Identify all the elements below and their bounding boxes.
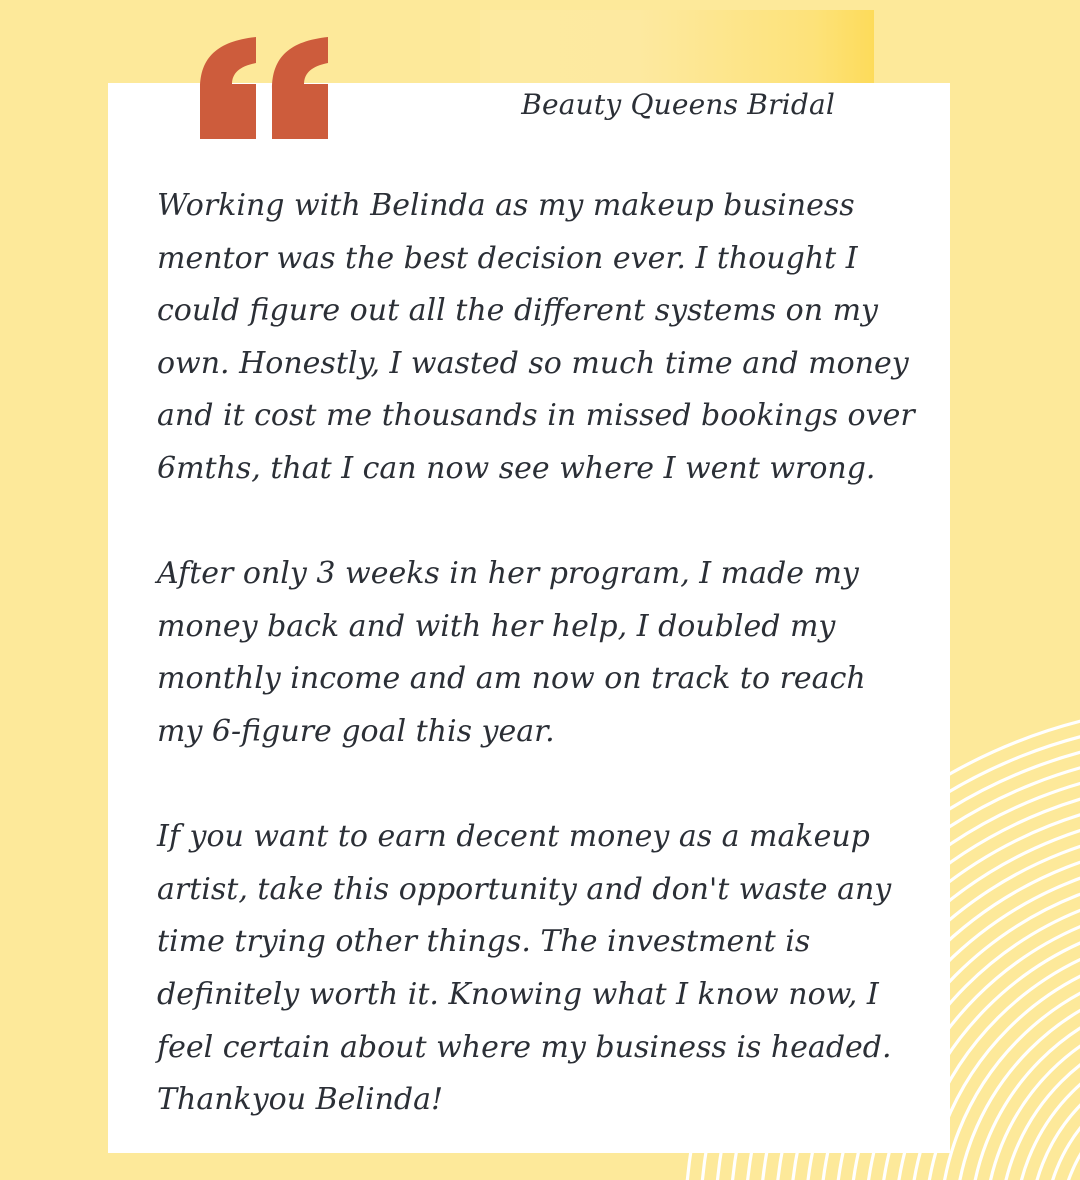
testimonial-text <box>157 180 917 1127</box>
background-arc <box>985 1005 1080 1180</box>
business-name: Beauty Queens Bridal <box>521 88 835 121</box>
background-arc <box>1000 1020 1080 1180</box>
testimonial-paragraph: If you want to earn decent money as a makeup artist, take this opportunity and don't waste any time trying other things. The investment is definitely worth it. Knowing what I know now, I feel certain about where my business is headed. Thankyou Belinda! <box>157 819 892 1118</box>
testimonial-paragraph: After only 3 weeks in her program, I made my money back and with her help, I doubled my monthly income and am now on track to reach my 6-figure goal this year. <box>157 556 866 749</box>
testimonial-paragraph: Working with Belinda as my makeup business mentor was the best decision ever. I thought I could figure out all the different systems on my own. Honestly, I wasted so much time and money and it cost me thousands in missed bookings over 6mths, that I can now see where I went wrong. <box>157 188 915 486</box>
quote-icon <box>200 37 330 139</box>
